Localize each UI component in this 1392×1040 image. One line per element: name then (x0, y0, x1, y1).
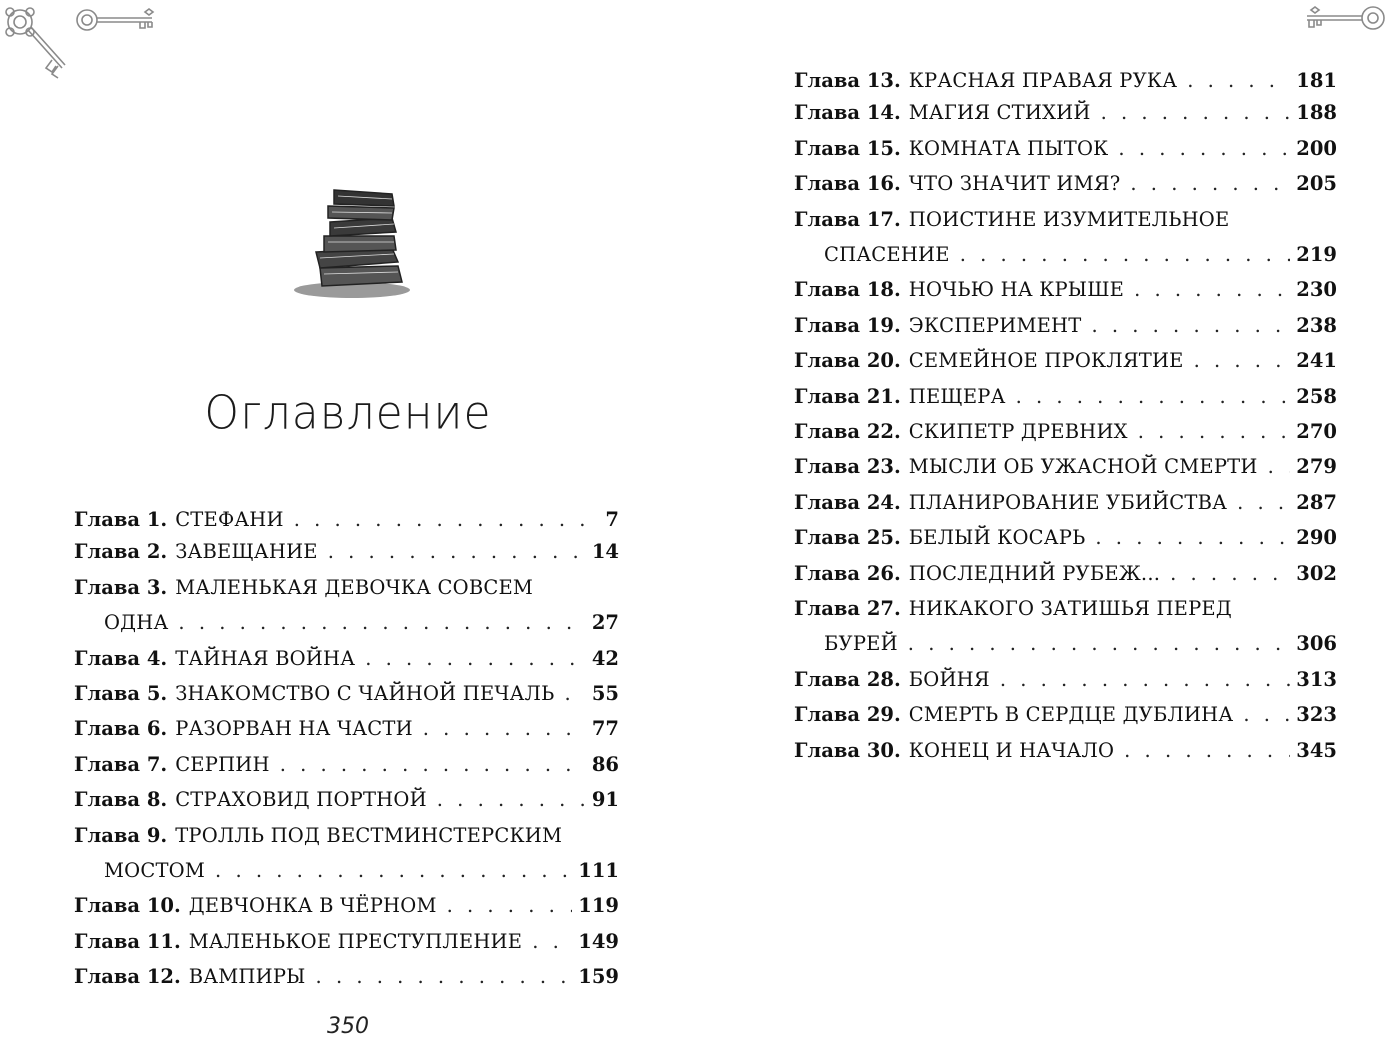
toc-entry (794, 166, 1337, 201)
dot-leader (1130, 166, 1290, 201)
chapter-title: МЫСЛИ ОБ УЖАСНОЙ СМЕРТИ (908, 455, 1258, 479)
chapter-title: НОЧЬЮ НА КРЫШЕ (908, 278, 1125, 302)
chapter-page-number: 345 (1296, 738, 1337, 762)
dot-leader (1187, 66, 1290, 96)
chapter-label: Глава 3. (74, 575, 168, 599)
chapter-page-number: 241 (1296, 349, 1337, 373)
toc-entry (794, 414, 1337, 449)
toc-entry (74, 505, 619, 535)
chapter-label: Глава 27. (794, 596, 901, 620)
chapter-title: МАЛЕНЬКОЕ ПРЕСТУПЛЕНИЕ (188, 929, 523, 953)
chapter-title: БЕЛЫЙ КОСАРЬ (908, 526, 1086, 550)
chapter-label: Глава 1. (74, 508, 168, 531)
toc-entry (74, 818, 619, 889)
toc-entry (74, 570, 619, 641)
toc-entry (794, 733, 1337, 768)
chapter-title: КРАСНАЯ ПРАВАЯ РУКА (908, 69, 1178, 92)
toc-entry (794, 449, 1337, 484)
chapter-label: Глава 4. (74, 646, 168, 670)
chapter-label: Глава 10. (74, 894, 181, 918)
dot-leader (1091, 308, 1290, 343)
chapter-label: Глава 25. (794, 526, 901, 550)
chapter-page-number: 91 (591, 788, 619, 812)
chapter-label: Глава 23. (794, 455, 901, 479)
chapter-label: Глава 22. (794, 420, 901, 443)
chapter-title: ЭКСПЕРИМЕНТ (908, 313, 1082, 337)
dot-leader (178, 605, 585, 640)
chapter-page-number: 27 (591, 611, 619, 635)
book-stack-icon (290, 182, 415, 302)
chapter-page-number: 77 (591, 717, 619, 741)
toc-entry (794, 96, 1337, 131)
chapter-page-number: 14 (591, 540, 619, 564)
chapter-page-number: 238 (1296, 313, 1337, 337)
chapter-label: Глава 11. (74, 929, 181, 953)
toc-entry (794, 272, 1337, 307)
dot-leader (316, 959, 573, 994)
chapter-page-number: 188 (1296, 101, 1337, 125)
chapter-label: Глава 15. (794, 136, 901, 160)
toc-entry (74, 782, 619, 817)
chapter-label: Глава 20. (794, 349, 901, 373)
chapter-title: МОСТОМ (104, 859, 206, 882)
toc-left-column (74, 505, 619, 995)
toc-heading: Оглавление (204, 386, 492, 441)
toc-entry (74, 959, 619, 994)
chapter-title: ТРОЛЛЬ ПОД ВЕСТМИНСТЕРСКИМ (175, 823, 563, 847)
chapter-title: ЗНАКОМСТВО С ЧАЙНОЙ ПЕЧАЛЬ (175, 682, 555, 706)
toc-entry (74, 747, 619, 782)
chapter-label: Глава 9. (74, 823, 168, 847)
toc-entry (794, 556, 1337, 591)
dot-leader (1237, 485, 1290, 520)
toc-entry (794, 343, 1337, 378)
chapter-title: ПЛАНИРОВАНИЕ УБИЙСТВА (908, 490, 1228, 514)
chapter-title: ЧТО ЗНАЧИТ ИМЯ? (908, 172, 1121, 196)
toc-entry (74, 641, 619, 676)
dot-leader (960, 237, 1291, 272)
toc-entry (794, 66, 1337, 96)
chapter-page-number: 205 (1296, 172, 1337, 196)
chapter-title: КОМНАТА ПЫТОК (908, 136, 1109, 160)
chapter-page-number: 86 (591, 752, 619, 776)
chapter-title: ЗАВЕЩАНИЕ (175, 540, 318, 564)
dot-leader (532, 924, 572, 959)
chapter-label: Глава 5. (74, 682, 168, 706)
dot-leader (437, 782, 585, 817)
chapter-title: МАЛЕНЬКАЯ ДЕВОЧКА СОВСЕМ (175, 575, 534, 599)
dot-leader (1170, 556, 1290, 591)
dot-leader (1000, 662, 1290, 697)
chapter-page-number: 323 (1296, 703, 1337, 727)
chapter-page-number: 313 (1296, 667, 1337, 691)
chapter-page-number: 258 (1296, 384, 1337, 408)
ornate-key-icon (0, 0, 165, 85)
toc-entry (74, 924, 619, 959)
dot-leader (1243, 697, 1290, 732)
chapter-title: ПЕЩЕРА (908, 384, 1006, 408)
dot-leader (215, 853, 572, 888)
chapter-title: ВАМПИРЫ (188, 965, 306, 989)
toc-entry (794, 308, 1337, 343)
dot-leader (564, 676, 585, 711)
toc-entry (794, 520, 1337, 555)
chapter-page-number: 290 (1296, 526, 1337, 550)
chapter-title: СПАСЕНИЕ (824, 243, 950, 267)
chapter-page-number: 149 (578, 929, 619, 953)
chapter-title: ДЕВЧОНКА В ЧЁРНОМ (188, 894, 437, 918)
chapter-page-number: 7 (605, 508, 619, 531)
dot-leader (1118, 131, 1290, 166)
chapter-title: РАЗОРВАН НА ЧАСТИ (175, 717, 413, 741)
chapter-page-number: 119 (578, 894, 619, 918)
toc-right-column (794, 66, 1337, 768)
dot-leader (447, 888, 573, 923)
dot-leader (328, 534, 585, 569)
chapter-label: Глава 2. (74, 540, 168, 564)
chapter-label: Глава 6. (74, 717, 168, 741)
dot-leader (1124, 733, 1290, 768)
chapter-label: Глава 19. (794, 313, 901, 337)
chapter-label: Глава 8. (74, 788, 168, 812)
dot-leader (1268, 449, 1291, 484)
chapter-title: ПОСЛЕДНИЙ РУБЕЖ... (908, 561, 1161, 585)
page-number: 350 (327, 1014, 369, 1039)
toc-entry (74, 535, 619, 570)
chapter-title: СКИПЕТР ДРЕВНИХ (908, 420, 1128, 443)
dot-leader (1194, 343, 1291, 378)
chapter-page-number: 230 (1296, 278, 1337, 302)
chapter-title: СТРАХОВИД ПОРТНОЙ (175, 788, 427, 812)
dot-leader (294, 505, 585, 535)
chapter-page-number: 181 (1296, 69, 1337, 92)
chapter-title: ТАЙНАЯ ВОЙНА (175, 646, 356, 670)
chapter-page-number: 279 (1296, 455, 1337, 479)
chapter-label: Глава 13. (794, 69, 901, 92)
toc-entry (794, 591, 1337, 662)
toc-entry (794, 485, 1337, 520)
dot-leader (365, 641, 585, 676)
dot-leader (908, 626, 1290, 661)
chapter-label: Глава 12. (74, 965, 181, 989)
chapter-label: Глава 30. (794, 738, 901, 762)
dot-leader (1016, 379, 1291, 414)
chapter-title: СТЕФАНИ (175, 508, 284, 531)
chapter-page-number: 219 (1296, 243, 1337, 267)
chapter-label: Глава 17. (794, 207, 901, 231)
dot-leader (423, 711, 585, 746)
dot-leader (1101, 95, 1291, 130)
toc-entry (794, 379, 1337, 414)
chapter-label: Глава 7. (74, 752, 168, 776)
chapter-title: ПОИСТИНЕ ИЗУМИТЕЛЬНОЕ (908, 207, 1230, 231)
chapter-title: БУРЕЙ (824, 632, 898, 656)
chapter-title: СЕРПИН (175, 752, 270, 776)
chapter-label: Глава 24. (794, 490, 901, 514)
chapter-title: КОНЕЦ И НАЧАЛО (908, 738, 1115, 762)
chapter-label: Глава 26. (794, 561, 901, 585)
toc-entry (794, 131, 1337, 166)
chapter-title: ОДНА (104, 611, 169, 635)
chapter-page-number: 159 (578, 965, 619, 989)
chapter-page-number: 306 (1296, 632, 1337, 656)
chapter-title: НИКАКОГО ЗАТИШЬЯ ПЕРЕД (908, 596, 1232, 620)
dot-leader (1134, 272, 1290, 307)
chapter-title: СЕМЕЙНОЕ ПРОКЛЯТИЕ (908, 349, 1184, 373)
chapter-label: Глава 28. (794, 667, 901, 691)
chapter-label: Глава 16. (794, 172, 901, 196)
chapter-label: Глава 14. (794, 101, 901, 125)
toc-entry (74, 888, 619, 923)
toc-entry (794, 662, 1337, 697)
toc-entry (74, 711, 619, 746)
chapter-page-number: 42 (591, 646, 619, 670)
chapter-label: Глава 21. (794, 384, 901, 408)
chapter-title: СМЕРТЬ В СЕРДЦЕ ДУБЛИНА (908, 703, 1234, 727)
ornate-key-icon (1297, 0, 1392, 40)
chapter-title: МАГИЯ СТИХИЙ (908, 101, 1091, 125)
toc-entry (794, 697, 1337, 732)
chapter-page-number: 287 (1296, 490, 1337, 514)
chapter-label: Глава 29. (794, 703, 901, 727)
right-page (696, 0, 1392, 1040)
dot-leader (280, 747, 585, 782)
chapter-page-number: 200 (1296, 136, 1337, 160)
dot-leader (1138, 414, 1291, 449)
dot-leader (1095, 520, 1290, 555)
toc-entry (74, 676, 619, 711)
chapter-title: БОЙНЯ (908, 667, 990, 691)
chapter-page-number: 302 (1296, 561, 1337, 585)
chapter-page-number: 55 (591, 682, 619, 706)
chapter-label: Глава 18. (794, 278, 901, 302)
toc-entry (794, 202, 1337, 273)
chapter-page-number: 270 (1296, 420, 1337, 443)
chapter-page-number: 111 (578, 859, 619, 882)
